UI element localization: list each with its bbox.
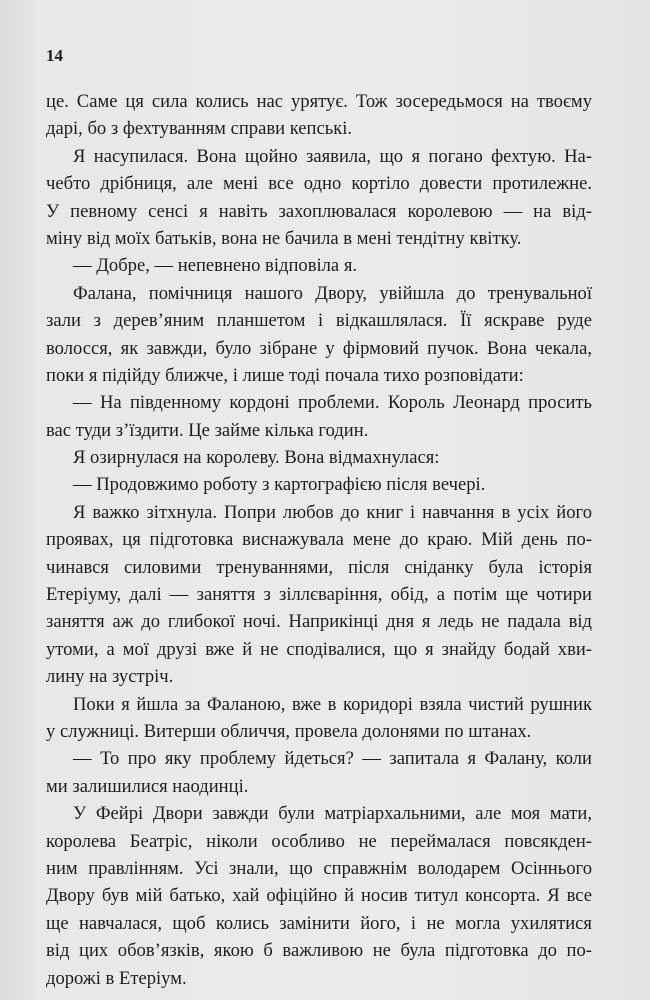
text-line: королева Беатріс, ніколи особливо не переймалася повсякден- bbox=[46, 830, 592, 852]
text-line: вас туди з’їздити. Це займе кілька годин. bbox=[46, 419, 369, 441]
text-line: Я озирнулася на королеву. Вона відмахнулася: bbox=[73, 447, 440, 469]
text-line: заняття аж до глибокої ночі. Наприкінці дня я ледь не падала від bbox=[46, 611, 592, 633]
text-line: це. Саме ця сила колись нас урятує. Тож зосередьмося на твоєму bbox=[46, 91, 592, 112]
text-line: волосся, як завжди, було зібране у фірмовий пучок. Вона чекала, bbox=[46, 337, 592, 359]
text-line: — То про яку проблему йдеться? — запитала я Фалану, коли bbox=[73, 748, 592, 770]
text-line: дарі, бо з фехтуванням справи кепські. bbox=[46, 118, 353, 140]
text-line: дорожі в Етеріум. bbox=[46, 967, 187, 989]
text-line: Я важко зітхнула. Попри любов до книг і навчання в усіх його bbox=[73, 501, 592, 523]
text-line: лину на зустріч. bbox=[46, 666, 174, 688]
text-line: — На південному кордоні проблеми. Король Леонард просить bbox=[73, 392, 592, 414]
text-line: проявах, ця підготовка виснажувала мене до краю. Мій день по- bbox=[46, 529, 592, 551]
text-line: Етеріуму, далі — заняття з зіллєваріння, обід, а потім ще чотири bbox=[46, 584, 592, 606]
text-line: У Фейрі Двори завжди були матріархальними, але моя мати, bbox=[73, 803, 592, 825]
text-line: — Добре, — непевнено відповіла я. bbox=[73, 255, 358, 277]
text-line: зали з дерев’яним планшетом і відкашлялася. Її яскраве руде bbox=[46, 310, 592, 332]
text-line: у служниці. Витерши обличчя, провела долонями по штанах. bbox=[46, 720, 532, 742]
text-line: Фалана, помічниця нашого Двору, увійшла до тренувальної bbox=[73, 282, 592, 304]
body-text bbox=[46, 88, 592, 992]
page-number: 14 bbox=[46, 46, 63, 65]
text-line: від цих обов’язків, якою б важливою не була підготовка до по- bbox=[46, 940, 592, 962]
text-line: міну від моїх батьків, вона не бачила в мені тендітну квітку. bbox=[46, 227, 522, 249]
text-line: поки я підійду ближче, і лише тоді почала тихо розповідати: bbox=[46, 364, 524, 386]
text-line: Двору був мій батько, хай офіційно й носив титул консорта. Я все bbox=[46, 885, 592, 907]
text-line: чебто дрібниця, але мені все одно кортіло довести протилежне. bbox=[46, 173, 592, 195]
text-line: Поки я йшла за Фаланою, вже в коридорі взяла чистий рушник bbox=[73, 693, 592, 715]
text-line: чинався силовими тренуваннями, після сніданку була історія bbox=[46, 556, 592, 578]
text-line: У певному сенсі я навіть захоплювалася королевою — на від- bbox=[46, 200, 592, 222]
text-line: ним правлінням. Усі знали, що справжнім володарем Осіннього bbox=[46, 857, 592, 879]
text-line: — Продовжимо роботу з картографією після вечері. bbox=[73, 474, 486, 496]
text-line: ще навчалася, щоб колись замінити його, і не могла ухилятися bbox=[46, 912, 592, 934]
text-line: утоми, а мої друзі вже й не сподівалися, що я знайду бодай хви- bbox=[46, 638, 592, 660]
text-line: ми залишилися наодинці. bbox=[46, 775, 249, 797]
text-line: Я насупилася. Вона щойно заявила, що я погано фехтую. На- bbox=[73, 145, 592, 167]
